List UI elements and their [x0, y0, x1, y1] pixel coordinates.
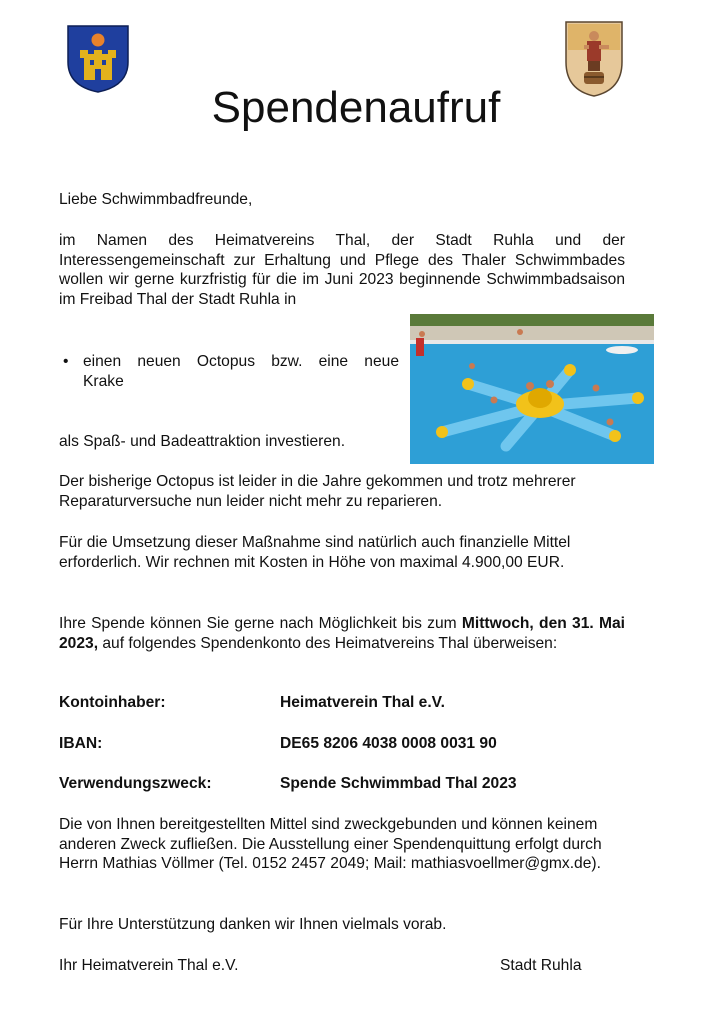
- intro-paragraph: im Namen des Heimatvereins Thal, der Stadt Ruhla und der Interessengemeinschaft zur Erhaltung und Pflege des Thaler Schwimmbades wollen wir gerne kurzfristig für die im Juni 2023 beginnende Schwimmbadsaison im Freibad Thal der Stadt Ruhla in: [59, 232, 625, 308]
- holder-value: Heimatverein Thal e.V.: [280, 694, 445, 711]
- iban-value: DE65 8206 4038 0008 0031 90: [280, 735, 497, 752]
- page-title: Spendenaufruf: [211, 83, 501, 132]
- bullet-icon: •: [63, 353, 69, 370]
- paragraph-funds: Die von Ihnen bereitgestellten Mittel sind zweckgebunden und können keinem anderen Zweck zufließen. Die Ausstellung einer Spendenquittung erfolgt durch Herrn Mathias Völlmer (Tel. 0152 2457 2049; Mail: mathiasvoellmer@gmx.de).: [59, 816, 602, 872]
- paragraph-octopus: Der bisherige Octopus ist leider in die Jahre gekommen und trotz mehrerer Reparaturversuche nun leider nicht mehr zu reparieren.: [59, 473, 576, 510]
- bullet-text-line2: Krake: [83, 372, 124, 390]
- signature-stadt-ruhla: Stadt Ruhla: [500, 957, 582, 974]
- investieren-line: als Spaß- und Badeattraktion investieren.: [59, 433, 346, 450]
- bullet-text-line1: einen neuen Octopus bzw. eine neue: [83, 353, 399, 370]
- purpose-value: Spende Schwimmbad Thal 2023: [280, 775, 517, 792]
- bank-row-purpose: [59, 774, 659, 794]
- bank-row-iban: [59, 734, 659, 754]
- donation-text-after: auf folgendes Spendenkonto des Heimatvereins Thal überweisen:: [98, 634, 558, 652]
- paragraph-donation: [59, 614, 625, 653]
- signature-heimatverein: Ihr Heimatverein Thal e.V.: [59, 957, 239, 974]
- thanks-line: Für Ihre Unterstützung danken wir Ihnen vielmals vorab.: [59, 916, 447, 933]
- salutation: Liebe Schwimmbadfreunde,: [59, 191, 253, 208]
- list-item: [63, 352, 403, 391]
- iban-label: IBAN:: [59, 735, 103, 752]
- bank-row-holder: [59, 693, 659, 713]
- holder-label: Kontoinhaber:: [59, 694, 166, 711]
- donation-date: Mittwoch, den 31. Mai 2023,: [59, 615, 625, 652]
- donation-text-before: Ihre Spende können Sie gerne nach Möglichkeit bis zum: [59, 615, 462, 632]
- paragraph-costs: Für die Umsetzung dieser Maßnahme sind natürlich auch finanzielle Mittel erforderlich. Wir rechnen mit Kosten in Höhe von maximal 4.900,00 EUR.: [59, 534, 571, 571]
- purpose-label: Verwendungszweck:: [59, 775, 212, 792]
